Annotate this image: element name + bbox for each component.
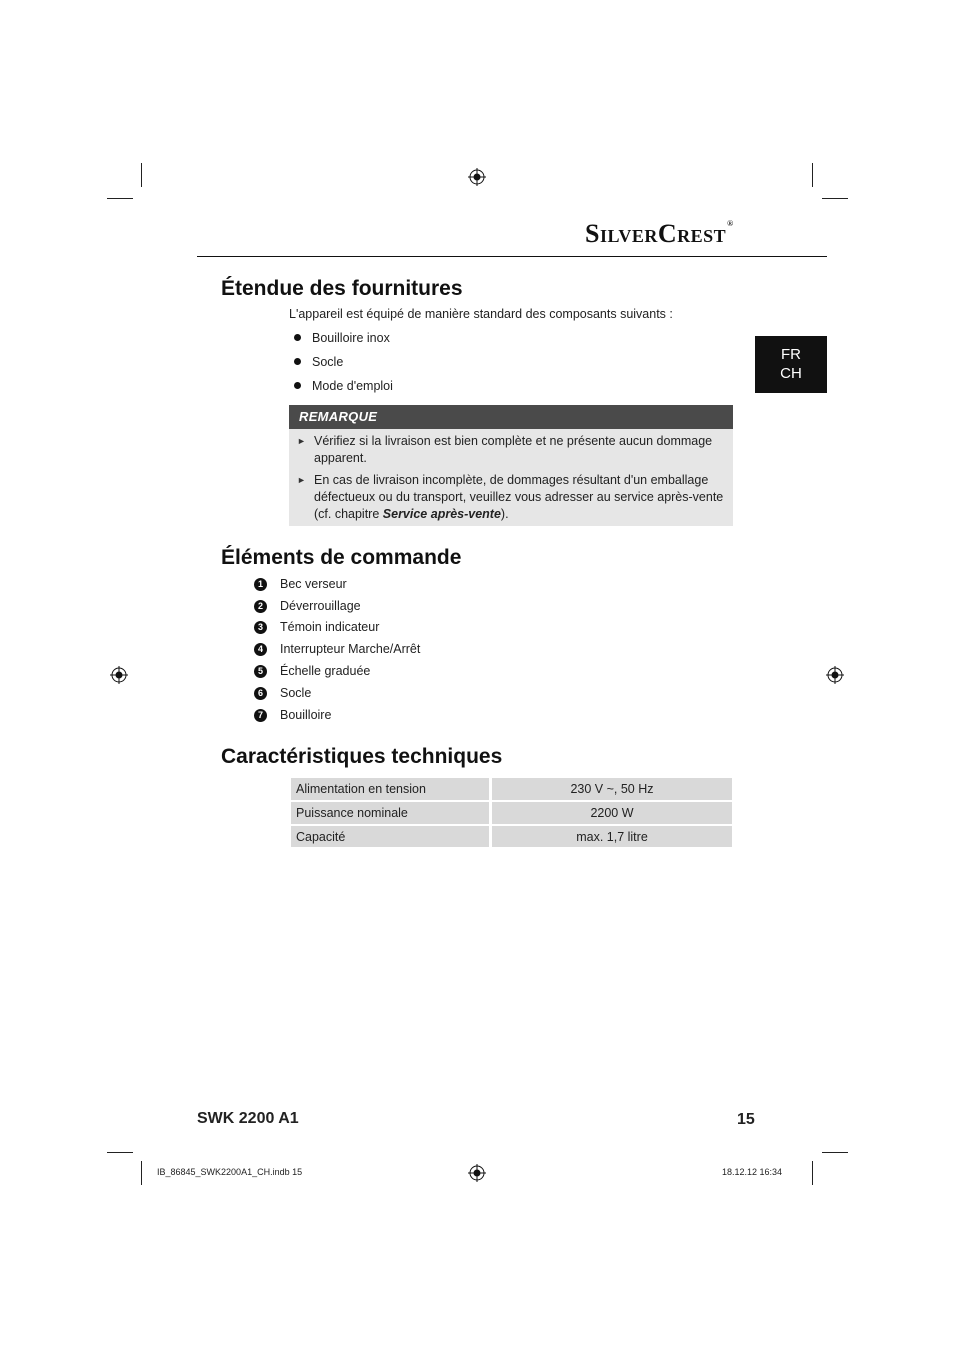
language-tab xyxy=(755,336,827,393)
crop-mark xyxy=(107,198,133,199)
number-badge: 6 xyxy=(254,687,267,700)
control-item-label: Témoin indicateur xyxy=(280,620,380,634)
arrow-right-icon: ► xyxy=(297,436,306,446)
list-item: Socle xyxy=(312,355,344,369)
header-rule xyxy=(197,256,827,257)
registered-mark: ® xyxy=(727,219,734,228)
control-item-label: Bouilloire xyxy=(280,708,332,722)
spec-value-cell: max. 1,7 litre xyxy=(492,826,732,847)
note-box xyxy=(289,405,733,526)
crop-mark xyxy=(812,163,813,187)
note-text: défectueux ou du transport, veuillez vous adresser au service après-vente xyxy=(314,490,724,504)
number-badge: 7 xyxy=(254,709,267,722)
note-text: apparent. xyxy=(314,451,367,465)
slug-filename: IB_86845_SWK2200A1_CH.indb 15 xyxy=(157,1167,303,1177)
slug-date: 18.12.12 16:34 xyxy=(722,1167,783,1177)
arrow-right-icon: ► xyxy=(297,475,306,485)
language-code-fr: FR xyxy=(781,346,801,363)
section-title-supply: Étendue des fournitures xyxy=(221,277,463,300)
section-title-specs: Caractéristiques techniques xyxy=(221,745,503,768)
bullet-icon xyxy=(294,382,301,389)
control-item-label: Bec verseur xyxy=(280,577,347,591)
language-code-ch: CH xyxy=(780,365,802,382)
crop-mark xyxy=(141,163,142,187)
spec-label-cell: Capacité xyxy=(291,826,489,847)
chapter-reference: Service après-vente xyxy=(382,507,501,521)
spec-value-cell: 230 V ~, 50 Hz xyxy=(492,778,732,800)
note-text-suffix: ). xyxy=(500,507,509,521)
crop-mark xyxy=(822,198,848,199)
spec-label-cell: Alimentation en tension xyxy=(291,778,489,800)
crop-mark xyxy=(822,1152,848,1153)
note-text-prefix: (cf. chapitre xyxy=(314,507,383,521)
registration-mark-icon xyxy=(110,666,128,684)
number-badge: 4 xyxy=(254,643,267,656)
crop-mark xyxy=(107,1152,133,1153)
control-item-label: Socle xyxy=(280,686,312,700)
list-item: Bouilloire inox xyxy=(312,331,390,345)
control-item-label: Déverrouillage xyxy=(280,599,361,613)
page-number: 15 xyxy=(737,1111,755,1128)
registration-mark-icon xyxy=(826,666,844,684)
number-badge: 1 xyxy=(254,578,267,591)
note-text: Vérifiez si la livraison est bien complète et ne présente aucun dommage xyxy=(314,434,713,448)
brand-logo xyxy=(585,219,755,253)
control-item-label: Échelle graduée xyxy=(280,664,371,678)
section-intro: L'appareil est équipé de manière standard des composants suivants : xyxy=(289,307,673,321)
note-text xyxy=(314,507,509,521)
number-badge: 3 xyxy=(254,621,267,634)
bullet-icon xyxy=(294,358,301,365)
registration-mark-icon xyxy=(468,168,486,186)
note-heading: REMARQUE xyxy=(289,405,733,429)
registration-mark-icon xyxy=(468,1164,486,1182)
crop-mark xyxy=(812,1161,813,1185)
spec-value-cell: 2200 W xyxy=(492,802,732,824)
footer-model: SWK 2200 A1 xyxy=(197,1110,299,1127)
list-item: Mode d'emploi xyxy=(312,379,393,393)
number-badge: 5 xyxy=(254,665,267,678)
spec-label-cell: Puissance nominale xyxy=(291,802,489,824)
crop-mark xyxy=(141,1161,142,1185)
control-item-label: Interrupteur Marche/Arrêt xyxy=(280,642,421,656)
number-badge: 2 xyxy=(254,600,267,613)
bullet-icon xyxy=(294,334,301,341)
section-title-controls: Éléments de commande xyxy=(221,546,462,569)
brand-name: SilverCrest xyxy=(585,219,727,248)
note-text: En cas de livraison incomplète, de dommages résultant d'un emballage xyxy=(314,473,709,487)
